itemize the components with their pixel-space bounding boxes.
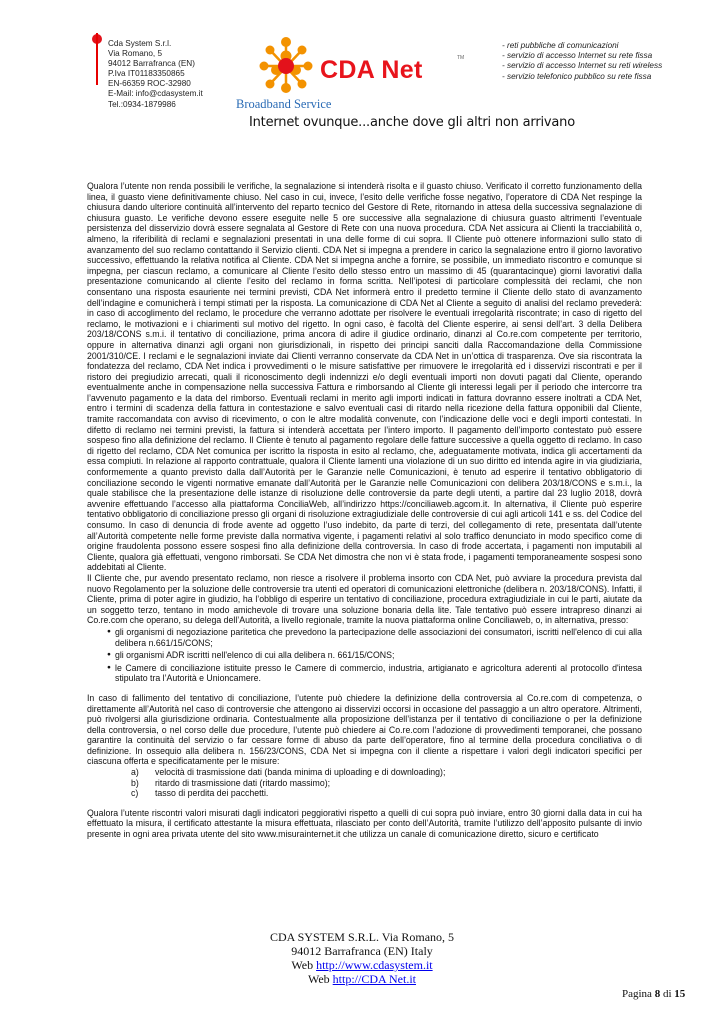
company-line: EN-66359 ROC-32980: [108, 79, 191, 89]
service-item: - servizio telefonico pubblico su rete fissa: [502, 71, 652, 81]
page-current: 8: [654, 988, 661, 1000]
page-number: [622, 988, 685, 1000]
company-info: [108, 39, 203, 110]
brand-name: CDA Net: [320, 56, 423, 84]
web-label: Web: [291, 958, 317, 972]
footer-company: CDA SYSTEM S.R.L. Via Romano, 5: [269, 930, 455, 944]
tagline: Internet ovunque...anche dove gli altri non arrivano: [249, 115, 575, 130]
document-body: [87, 181, 642, 840]
footer-address: 94012 Barrafranca (EN) Italy: [291, 944, 433, 958]
footer-web-line: [222, 958, 502, 972]
list-item: ● le Camere di conciliazione istituite presso le Camere di commercio, industria, artigianato e agricoltura aderenti al protocollo d'intesa stipulato tra l’Autorità e Unioncamere.: [87, 663, 642, 684]
paragraph-conciliation: Il Cliente che, pur avendo presentato reclamo, non riesce a risolvere il problema insorto con CDA Net, può avviare la procedura prevista dal nuovo Regolamento per la soluzione delle controversie tra utenti ed operatori di comunicazioni elettroniche (delibera n. 203/18/CONS). Infatti, il Cliente, prima di poter agire in giudizio, ha l’obbligo di esperire un tentativo di conciliazione, procedura extragiudiziale in cui le parti, aiutate da un soggetto terzo, tentano in modo amichevole di trovare una soluzione bonaria della lite. Tale tentativo può essere intrapreso dinanzi ai Co.re.com che operano, su delega dell’Autorità, a livello regionale, tramite la nuova piattaforma online Conciliaweb, o, in alternativa, presso:: [87, 572, 642, 626]
measure-text: velocità di trasmissione dati (banda minima di uploading e di downloading);: [155, 767, 446, 778]
measure-item: [87, 767, 642, 778]
organisms-list: [87, 627, 642, 684]
subbrand: Broadband Service: [236, 97, 332, 111]
measure-letter: c): [131, 788, 139, 799]
measure-item: [87, 778, 642, 789]
header-divider: [96, 33, 98, 85]
measures-list: [87, 767, 642, 799]
measure-text: ritardo di trasmissione dati (ritardo massimo);: [155, 777, 331, 788]
measure-text: tasso di perdita dei pacchetti.: [155, 788, 269, 799]
company-line: 94012 Barrafranca (EN): [108, 59, 195, 69]
network-globe-icon: [252, 36, 322, 96]
service-item: - reti pubbliche di comunicazioni: [502, 41, 619, 50]
paragraph-definition: In caso di fallimento del tentativo di conciliazione, l’utente può chiedere la definizione della controversia al Co.re.com di competenza, o direttamente all’Autorità nel caso di controversie che attengono ai disservizi occorsi in occasione del passaggio a un altro operatore. Altrimenti, può rivolgersi alla giurisdizione ordinaria. Contestualmente alla proposizione dell’istanza per il tentativo di conciliazione o per la definizione della controversia, o nel corso delle due procedure, l’utente può chiedere ai Co.re.com l’adozione di provvedimenti temporanei, che possano garantire la continuità del servizio o far cessare forme di abuso da parte dell’operatore, fino al termine della procedura conciliativa o di definizione. In ossequio alla delibera n. 156/23/CONS, CDA Net si impegna con il cliente a rispettare i valori degli indicatori specifici per ciascuna offerta e specificatamente per le misure:: [87, 692, 642, 767]
service-item: - servizio di accesso Internet su rete fissa: [502, 51, 653, 61]
list-item: ● gli organismi ADR iscritti nell'elenco di cui alla delibera n. 661/15/CONS;: [87, 650, 642, 661]
web-label: Web: [307, 972, 333, 986]
paragraph-complaints: Qualora l’utente non renda possibili le verifiche, la segnalazione si intenderà risolta e il guasto chiuso. Verificato il corretto funzionamento della linea, il guasto viene definitivamente chiuso. Nel caso in cui, invece, l’esito delle verifiche fosse negativo, l’operatore di CDA Net respinge la chiusura dando ulteriore continuità all’intervento del reparto tecnico del Gestore di Rete, ritornando in attesa della successiva segnalazione di chiusura guasto. Le verifiche devono essere eseguite nelle 5 ore successive alla segnalazione di chiusura guasto altrimenti l’eventuale persistenza del disservizio dovrà essere segnalata al Gestore di Rete con una nuova procedura. CDA Net assicura ai Clienti la tracciabilità o, almeno, la riferibilità di reclami e segnalazioni presentati in una delle forme di cui sopra. Il Cliente può ottenere informazioni sullo stato di avanzamento del suo reclamo contattando il Servizio clienti. CDA Net si impegna a prendere in carico la segnalazione entro il giorno lavorativo successivo, effettuando la relativa notifica al Cliente. CDA Net si impegna anche a fornire, se possibile, un immediato riscontro e comunque si impegna, per ciascun reclamo, a comunicare al Cliente l’esito dello stesso entro un massimo di 45 (quarantacinque) giorni lavorativi dalla presentazione comunicando al cliente l’esito del reclamo in forma scritta. Nell’ipotesi di particolare complessità dei reclami, che non consentano una risposta esauriente nei termini previsti, CDA Net informerà entro il predetto termine il Cliente dello stato di avanzamento dell’indagine e comunicherà i tempi stimati per la risposta. La comunicazione di CDA Net al Cliente a seguito di analisi del reclamo prevederà: in caso di accoglimento del reclamo, le procedure che verranno adottate per risolvere le eventuali irregolarità riscontrate; in caso di rigetto del reclamo, le motivazioni e i chiarimenti sul motivo del rigetto. In ogni caso, è facoltà del Cliente esperire, ai sensi dell’art. 3 della Delibera 203/18/CONS s.m.i. il tentativo di conciliazione, prima ancora di adire il giudice ordinario, dinanzi al Co.re.com competente per territorio, oppure in alternativa dinanzi agli organi non giurisdizionali, in rispetto dei principi sanciti dalla Raccomandazione della Commissione 2001/310/CE. I reclami e le segnalazioni inviate dai Clienti verranno conservate da CDA Net in un’ottica di trasparenza. Ove sia riscontrata la fondatezza del reclamo, CDA Net indica i provvedimenti o le misure satisfattive per rimuovere le irregolarità ed i disservizi riscontrati e per il ristoro dei pregiudizio arrecati, quali il riconoscimento degli indennizzi e/o degli eventuali importi non dovuti pagati dal Cliente, operando eventualmente anche in compensazione nella successiva Fattura e rimborsando al Cliente gli interessi legali per il periodo che intercorre tra l’avvenuto pagamento e la data del rimborso. Eventuali reclami in merito agli importi indicati in fattura dovranno essere inoltrati a CDA Net, entro i termini di scadenza della fattura in contestazione e salvo eventuali casi di ritardo nella ricezione della fattura opponibili dal Cliente, tramite raccomandata con avviso di ricevimento, o con le altre modalità convenute, con l’indicazione delle voci e degli importi contestati. In difetto di reclamo nei termini previsti, la fattura si intenderà accettata per l’intero importo. Il pagamento dell’importo contestato può essere sospeso fino alla definizione del reclamo. Il Cliente è tenuto al pagamento regolare delle fatture successive a quella oggetto di reclamo. In caso di rigetto del reclamo, CDA Net comunica per iscritto la risposta in esito al reclamo, che, adeguatamente motivata, indica gli accertamenti da essa compiuti. In relazione al rapporto contrattuale, qualora il Cliente lamenti una violazione di un suo diritto ed intenda agire in via giudiziaria, conformemente a quanto previsto dalla dall’Autorità per le Garanzie nelle Comunicazioni, è tenuto ad esperire il tentativo obbligatorio di conciliazione secondo le vigenti normative emanate dall’Autorità per le Garanzie nelle Comunicazioni con delibera 203/18/CONS e s.m.i., la quale stabilisce che la presentazione delle istanze di risoluzione delle controversie da parte degli utenti, a partire dal 23 luglio 2018, dovrà avvenire effettuando l’accesso alla piattaforma ConciliaWeb, all’indirizzo https://conciliaweb.agcom.it. In alternativa, il Cliente può esperire tentativo obbligatorio di conciliazione presso gli organi di risoluzione extragiudiziale delle controversie di cui agli articoli 141 e ss. del Codice del consumo. In caso di denuncia di frode avente ad oggetto l’uso indebito, da parte di terzi, del collegamento di rete, presentata dall’utente all’Autorità competente nelle forme previste dalla normativa vigente, i pagamenti relativi al solo traffico denunciato in modo specifico come di origine fraudolenta possono essere sospesi fino alla definizione della controversia. In caso di frode accertata, i pagamenti non imputabili al Cliente, qualora già effettuati, vengono rimborsati. Se CDA Net dimostra che non vi è stata frode, i pagamenti temporaneamente sospesi sono addebitati al Cliente.: [87, 181, 642, 573]
cda-net-logo: [252, 36, 472, 96]
page-total: 15: [674, 988, 686, 1000]
company-line: Tel.:0934-1879986: [108, 99, 176, 109]
measure-item: [87, 788, 642, 799]
measure-letter: b): [131, 777, 139, 788]
company-line: Cda System S.r.l.: [108, 39, 172, 48]
trademark: TM: [457, 55, 465, 61]
page-label: Pagina: [622, 988, 655, 1000]
footer-web-line: [222, 972, 502, 986]
company-line: Via Romano, 5: [108, 49, 163, 59]
website-link[interactable]: http://www.cdasystem.it: [316, 958, 433, 972]
list-item: ● gli organismi di negoziazione paritetica che prevedono la partecipazione delle associazioni dei consumatori, iscritti nell'elenco di cui alla delibera n.661/15/CONS;: [87, 627, 642, 648]
website-link[interactable]: http://CDA Net.it: [332, 972, 417, 986]
service-item: - servizio di accesso Internet su reti wireless: [502, 61, 663, 71]
company-line: E-Mail: info@cdasystem.it: [108, 89, 203, 99]
page-of: di: [660, 988, 675, 1000]
paragraph-measurement: Qualora l’utente riscontri valori misurati dagli indicatori peggiorativi rispetto a quelli di cui sopra può inviare, entro 30 giorni dalla data in cui ha effettuato la misura, il certificato attestante la misura effettuata, rilasciato per conto dell’Autorità, tramite l’utilizzo dell’apposito pulsante di invio presente in ogni area privata utente del sito www.misurainternet.it che utilizza un canale di comunicazione diretto, sicuro e certificato: [87, 807, 642, 840]
company-line: P.Iva IT01183350865: [108, 69, 185, 79]
services-list: [502, 41, 662, 82]
measure-letter: a): [131, 767, 139, 778]
footer: [222, 930, 502, 986]
